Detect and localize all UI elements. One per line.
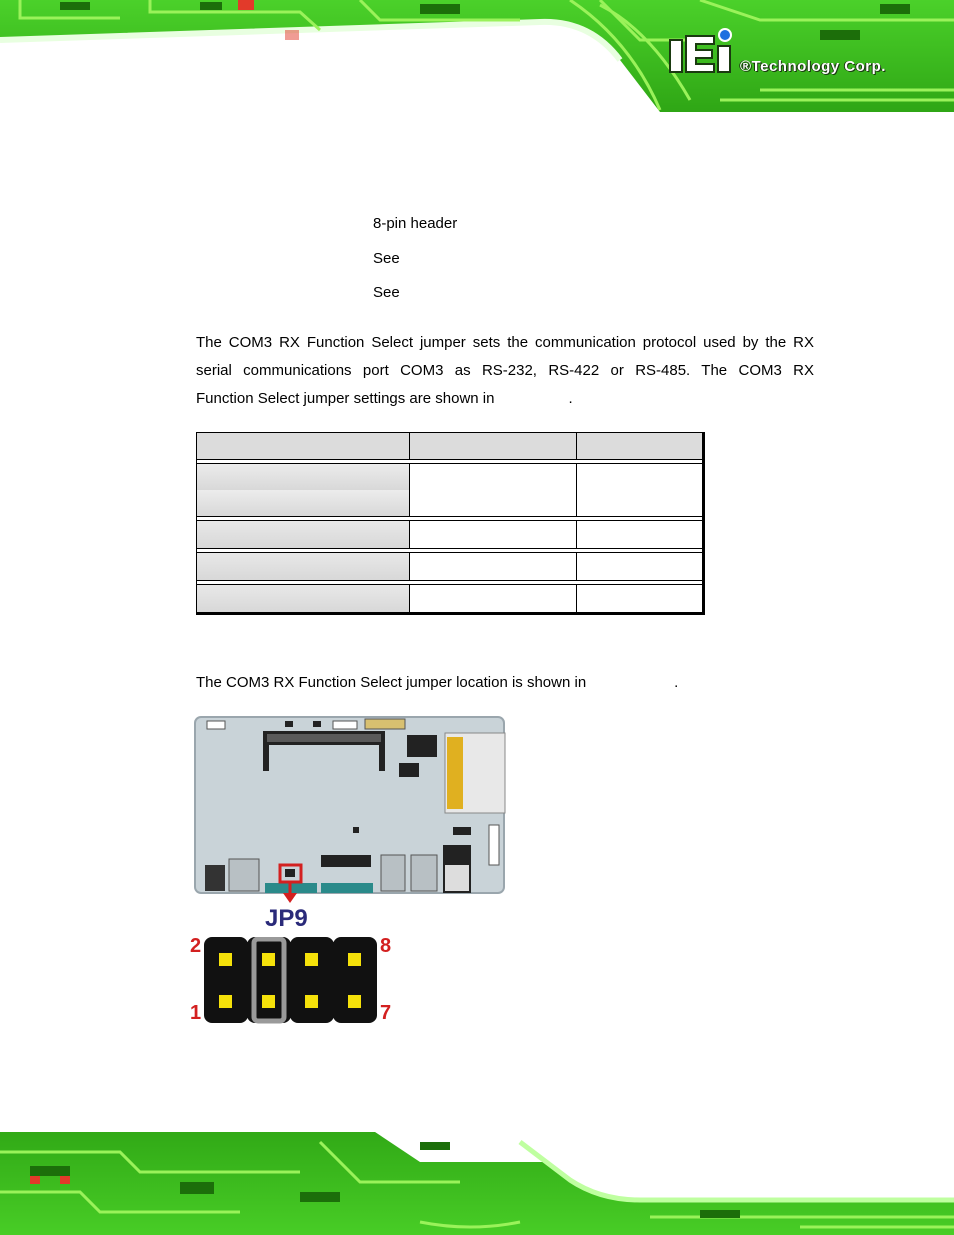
table-header-row xyxy=(197,433,703,460)
table-cell xyxy=(577,464,703,517)
intro-line-3 xyxy=(196,385,814,413)
pin-label-1: 1 xyxy=(190,1002,202,1024)
location-sentence xyxy=(196,669,678,697)
pin-label-2: 2 xyxy=(190,935,202,957)
iei-logo-icon xyxy=(668,28,738,76)
table-cell xyxy=(410,521,577,549)
jumper-settings-see: See xyxy=(373,250,400,267)
header-cell-setting xyxy=(197,433,410,460)
table-cell xyxy=(410,464,577,517)
table-cell xyxy=(197,521,410,549)
intro-paragraph xyxy=(196,329,814,413)
table-row xyxy=(197,464,703,517)
location-text: The COM3 RX Function Select jumper location is shown in xyxy=(196,674,587,691)
table-cell xyxy=(410,553,577,581)
pin-label-8: 8 xyxy=(380,935,392,957)
table-row xyxy=(197,553,703,581)
header-cell-extra xyxy=(577,433,703,460)
jumper-settings-table xyxy=(196,432,705,615)
circuit-board-banner xyxy=(0,0,954,112)
jp9-pinout-figure xyxy=(190,905,400,1030)
table-cell xyxy=(197,464,410,517)
table-cell xyxy=(197,553,410,581)
table-cell xyxy=(410,585,577,613)
board-illustration xyxy=(193,715,506,903)
intro-line-2: serial communications port COM3 as RS-232, RS-422 or RS-485. The COM3 RX xyxy=(196,362,814,379)
table-cell xyxy=(577,553,703,581)
table-row xyxy=(197,585,703,613)
jumper-type-value: 8-pin header xyxy=(373,215,458,232)
footer-banner xyxy=(0,1122,954,1235)
table-cell xyxy=(577,521,703,549)
table-row xyxy=(197,521,703,549)
table-cell xyxy=(197,585,410,613)
jp9-label: JP9 xyxy=(265,905,308,932)
circuit-board-footer xyxy=(0,1122,954,1235)
company-name: ®Technology Corp. xyxy=(740,58,886,75)
header-banner xyxy=(0,0,954,112)
header-cell-description xyxy=(410,433,577,460)
intro-line-1: The COM3 RX Function Select jumper sets the communication protocol used by the RX xyxy=(196,334,814,351)
jumper-location-see: See xyxy=(373,284,400,301)
intro-line-3-text: Function Select jumper settings are shown in xyxy=(196,390,495,407)
intro-line-3-period: . xyxy=(568,390,573,407)
pin-label-7: 7 xyxy=(380,1002,392,1024)
jumper-header-icon xyxy=(204,937,379,1025)
table-cell xyxy=(577,585,703,613)
location-period: . xyxy=(674,674,679,691)
